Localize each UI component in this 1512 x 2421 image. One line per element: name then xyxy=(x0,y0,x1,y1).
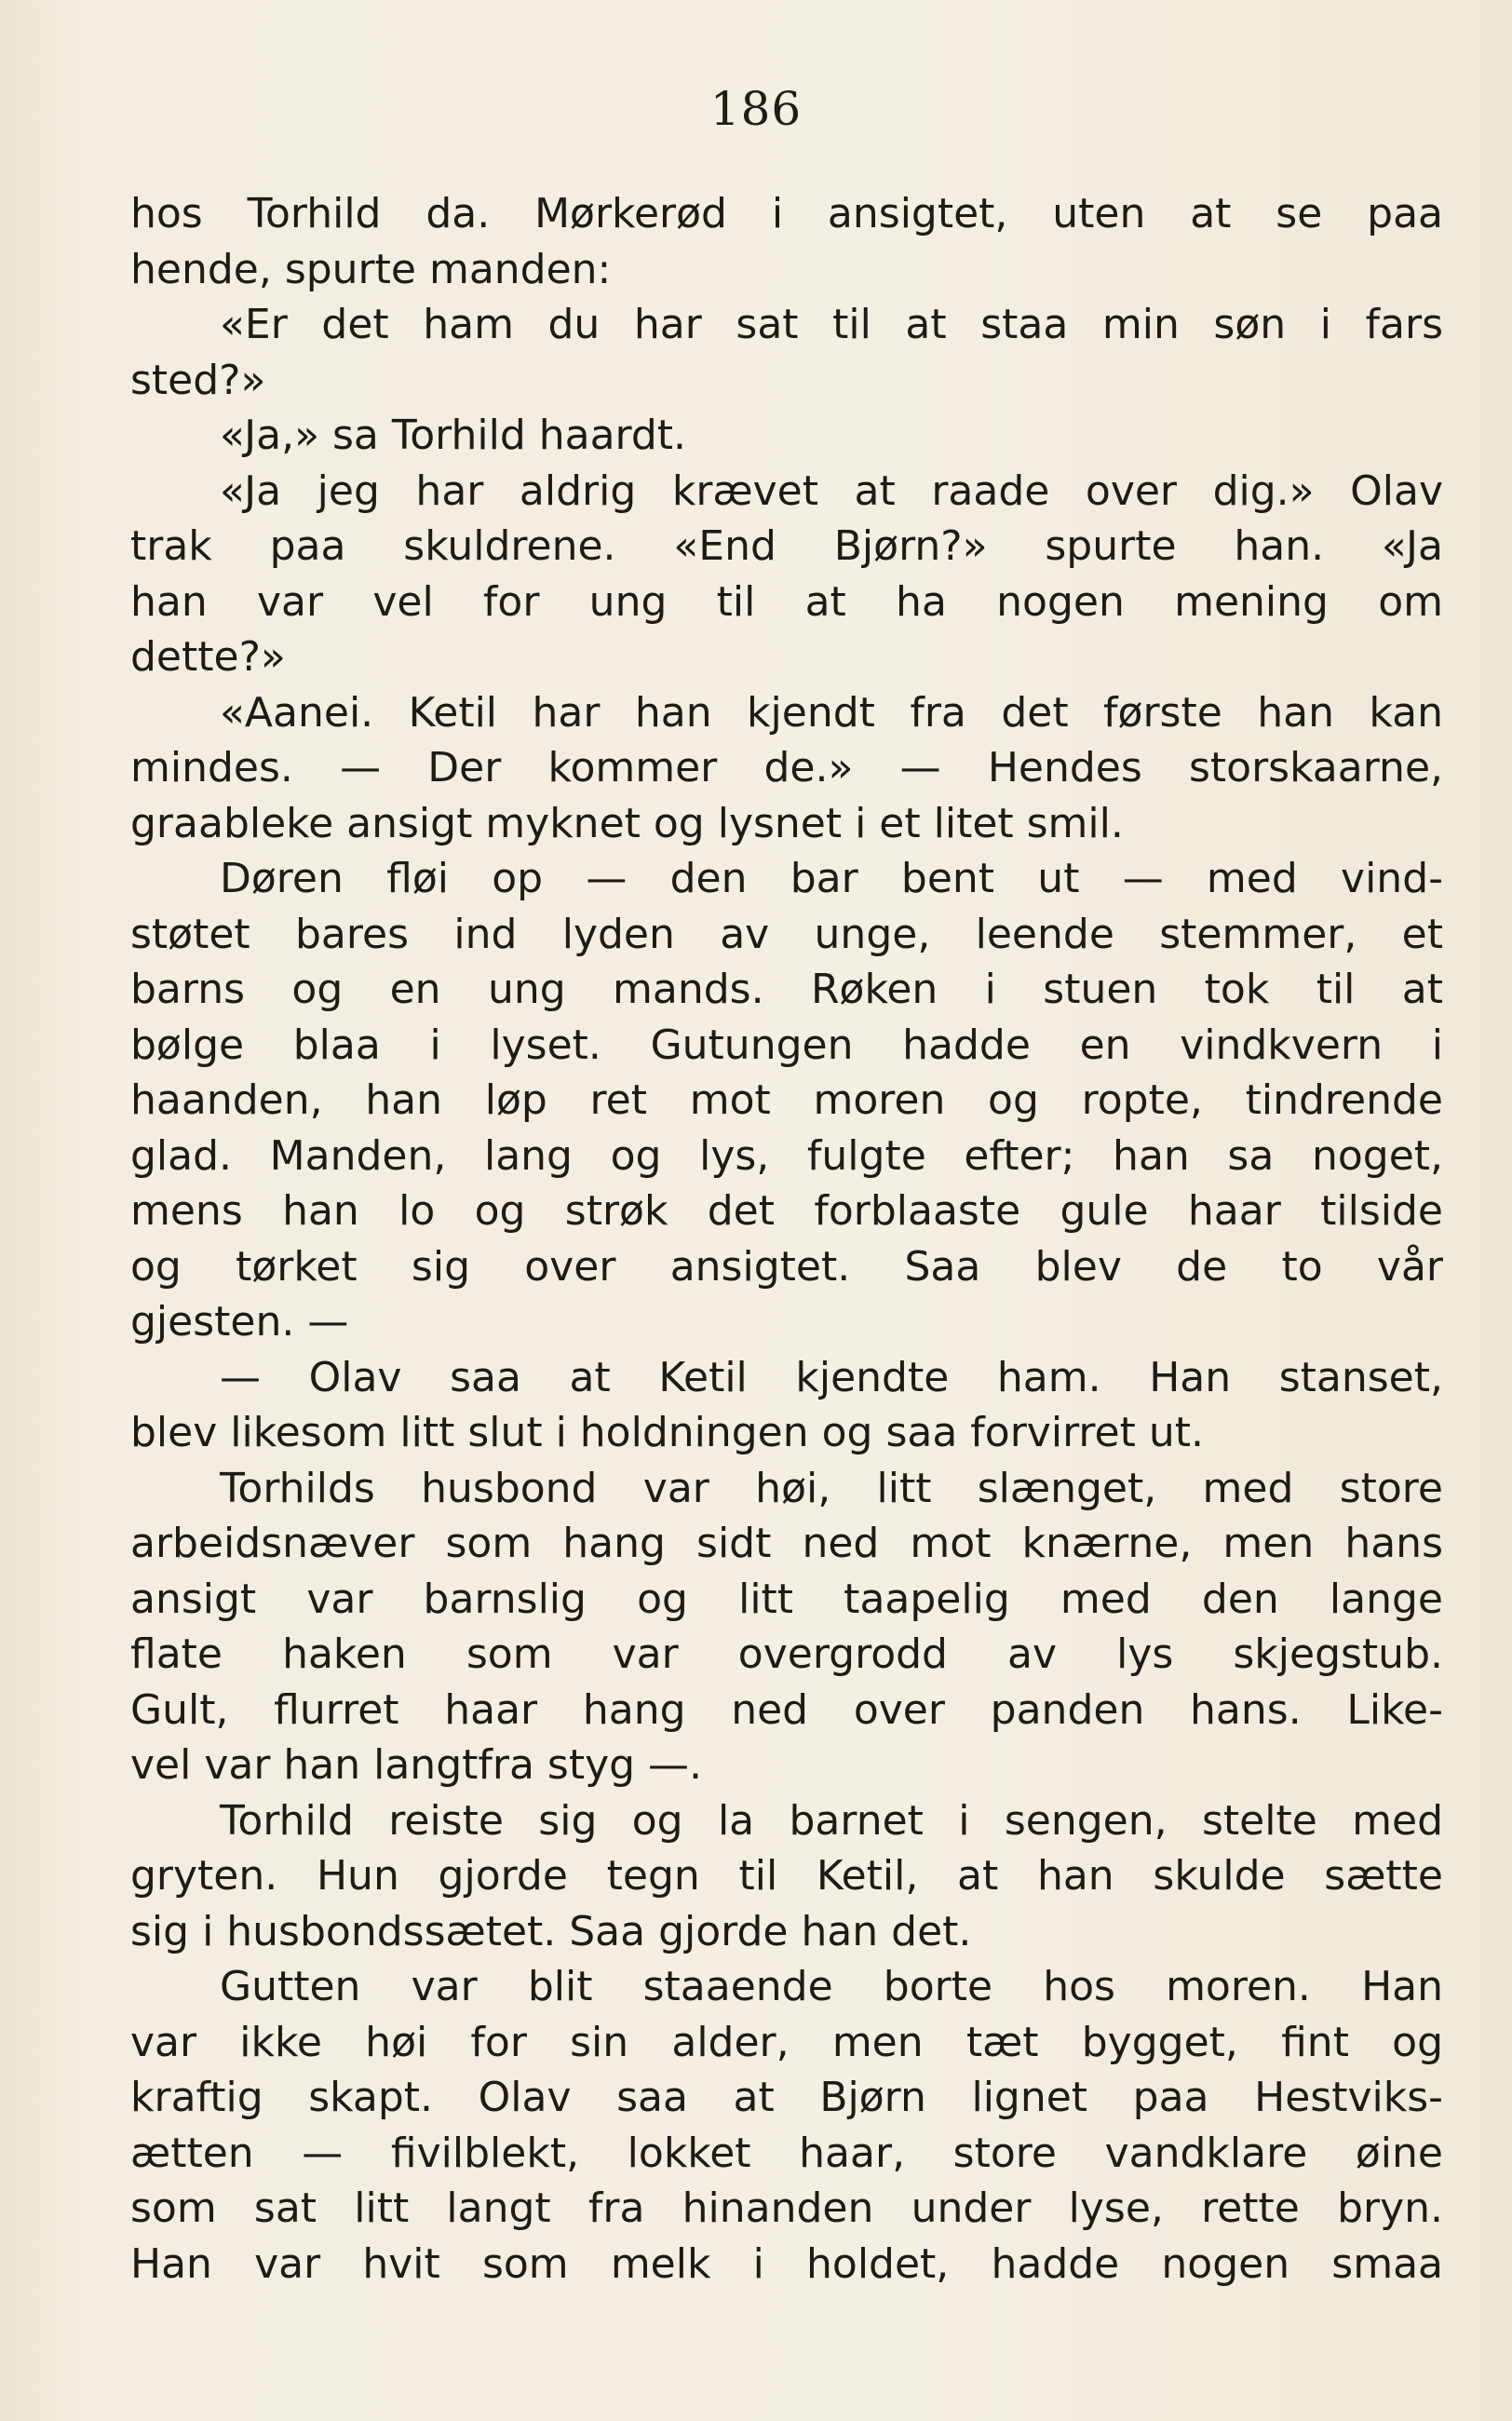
text-line: — Olav saa at Ketil kjendte ham. Han stanset, xyxy=(220,1353,1443,1401)
text-line: graableke ansigt myknet og lysnet i et litet smil. xyxy=(130,799,1124,847)
text-line: gjesten. — xyxy=(130,1298,349,1346)
text-line: mens han lo og strøk det forblaaste gule haar tilside xyxy=(130,1187,1443,1235)
text-line: glad. Manden, lang og lys, fulgte efter; han sa noget, xyxy=(130,1131,1443,1180)
page-number: 186 xyxy=(709,82,803,136)
text-line: gryten. Hun gjorde tegn til Ketil, at han skulde sætte xyxy=(130,1852,1443,1900)
text-line: og tørket sig over ansigtet. Saa blev de to vår xyxy=(130,1242,1443,1291)
text-line: Døren fløi op — den bar bent ut — med vind- xyxy=(220,855,1443,902)
text-line: trak paa skuldrene. «End Bjørn?» spurte han. «Ja xyxy=(130,522,1443,570)
text-line: dette?» xyxy=(130,633,286,681)
text-line: støtet bares ind lyden av unge, leende stemmer, et xyxy=(130,910,1443,958)
text-line: vel var han langtfra styg —. xyxy=(130,1741,703,1789)
text-line: Torhilds husbond var høi, litt slænget, med store xyxy=(220,1464,1443,1512)
text-line: «Er det ham du har sat til at staa min søn i fars xyxy=(220,301,1443,348)
text-line: «Ja jeg har aldrig krævet at raade over dig.» Olav xyxy=(220,467,1443,515)
body-text xyxy=(130,186,1443,2292)
text-line: Gutten var blit staaende borte hos moren. Han xyxy=(220,1963,1443,2010)
text-line: «Aanei. Ketil har han kjendt fra det første han kan xyxy=(220,688,1443,737)
text-line: mindes. — Der kommer de.» — Hendes storskaarne, xyxy=(130,744,1443,791)
text-line: sig i husbondssætet. Saa gjorde han det. xyxy=(130,1907,972,1955)
text-line: bølge blaa i lyset. Gutungen hadde en vindkvern i xyxy=(130,1021,1443,1069)
text-line: som sat litt langt fra hinanden under lyse, rette bryn. xyxy=(130,2184,1443,2232)
text-line: Han var hvit som melk i holdet, hadde nogen smaa xyxy=(130,2239,1443,2288)
text-line: barns og en ung mands. Røken i stuen tok til at xyxy=(130,966,1443,1013)
text-line: Torhild reiste sig og la barnet i sengen, stelte med xyxy=(220,1796,1443,1845)
text-line: arbeidsnæver som hang sidt ned mot knærne, men hans xyxy=(130,1520,1443,1567)
text-line: hos Torhild da. Mørkerød i ansigtet, uten at se paa xyxy=(130,190,1443,237)
text-line: «Ja,» sa Torhild haardt. xyxy=(220,412,687,459)
text-line: han var vel for ung til at ha nogen mening om xyxy=(130,577,1443,626)
text-line: Gult, flurret haar hang ned over panden hans. Like- xyxy=(130,1685,1443,1734)
text-line: var ikke høi for sin alder, men tæt bygget, fint og xyxy=(130,2018,1443,2066)
text-line: ansigt var barnslig og litt taapelig med den lange xyxy=(130,1575,1443,1623)
text-line: sted?» xyxy=(130,356,266,404)
text-line: hende, spurte manden: xyxy=(130,245,612,293)
text-line: kraftig skapt. Olav saa at Bjørn lignet paa Hestviks- xyxy=(130,2074,1443,2121)
text-line: haanden, han løp ret mot moren og ropte, tindrende xyxy=(130,1076,1443,1124)
text-line: ætten — fivilblekt, lokket haar, store vandklare øine xyxy=(130,2129,1443,2177)
text-line: flate haken som var overgrodd av lys skjegstub. xyxy=(130,1630,1443,1678)
text-line: blev likesom litt slut i holdningen og saa forvirret ut. xyxy=(130,1409,1204,1456)
